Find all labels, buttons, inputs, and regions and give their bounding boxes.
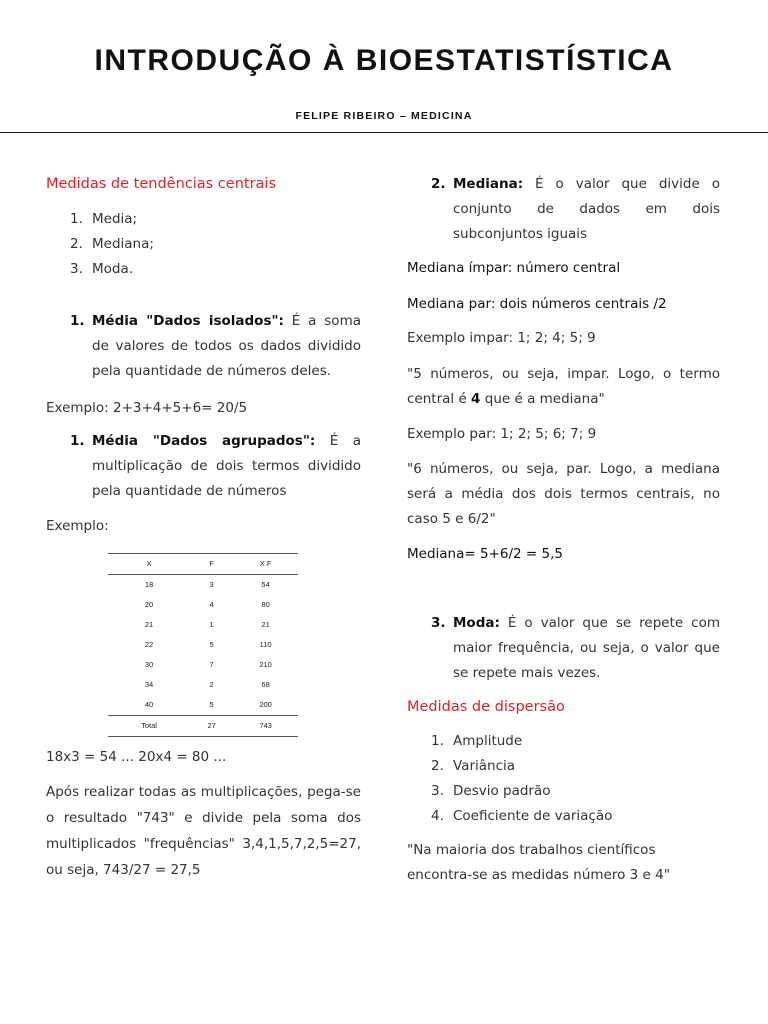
table-row: 18 3 54 bbox=[144, 580, 270, 589]
list-item: 1. Media; bbox=[70, 211, 138, 227]
section-title-central: Medidas de tendências centrais bbox=[46, 176, 277, 192]
page-title: INTRODUÇÃO À BIOESTATISTÍSTICA bbox=[94, 44, 674, 77]
list-item: 1. Amplitude bbox=[431, 733, 523, 749]
table-header: X bbox=[108, 554, 190, 575]
example-2: Exemplo: bbox=[46, 518, 109, 534]
table-row: 20 4 80 bbox=[144, 600, 270, 609]
central-measures-list bbox=[46, 207, 361, 282]
table-header: F bbox=[190, 554, 233, 575]
example-1: Exemplo: 2+3+4+5+6= 20/5 bbox=[46, 400, 248, 416]
final-quote: "Na maioria dos trabalhos científicos encontra-se as medidas número 3 e 4" bbox=[407, 842, 670, 883]
table-row: 30 7 210 bbox=[144, 660, 272, 669]
list-item: 2. Mediana; bbox=[70, 236, 154, 252]
list-item: 2. Variância bbox=[431, 758, 516, 774]
list-item: 3. Moda. bbox=[70, 261, 134, 277]
mediana-par-title: Mediana par: dois números centrais /2 bbox=[407, 296, 667, 312]
calc-line: 18x3 = 54 ... 20x4 = 80 ... bbox=[46, 749, 227, 765]
table-row: 40 5 200 bbox=[144, 700, 272, 709]
list-item: 3. Desvio padrão bbox=[431, 783, 551, 799]
example-impar: Exemplo impar: 1; 2; 4; 5; 9 bbox=[407, 330, 596, 346]
header-divider bbox=[0, 132, 768, 133]
right-column bbox=[407, 170, 720, 888]
author-subtitle: FELIPE RIBEIRO – MEDICINA bbox=[295, 110, 473, 122]
frequency-table bbox=[108, 553, 298, 737]
example-par: Exemplo par: 1; 2; 5; 6; 7; 9 bbox=[407, 426, 597, 442]
moda-item: 3. Moda: É o valor que se repete com maior frequência, ou seja, o valor que se repete mais vezes. bbox=[431, 615, 720, 681]
quote-impar: "5 números, ou seja, impar. Logo, o termo central é 4 que é a mediana" bbox=[407, 366, 720, 407]
media-isolados-item: 1. Média "Dados isolados": É a soma de valores de todos os dados dividido pela quantidade de números deles. bbox=[70, 313, 361, 379]
mediana-formula: Mediana= 5+6/2 = 5,5 bbox=[407, 546, 563, 562]
summary-paragraph: Após realizar todas as multiplicações, pega-se o resultado "743" e divide pela soma dos multiplicados "frequências" 3,4,1,5,7,2,5=27, ou seja, 743/27 = 27,5 bbox=[46, 784, 361, 878]
list-item: 4. Coeficiente de variação bbox=[431, 808, 613, 824]
dispersion-list bbox=[407, 729, 720, 829]
table-row: 21 1 21 bbox=[144, 620, 270, 629]
mediana-item: 2. Mediana: É o valor que divide o conjunto de dados em dois subconjuntos iguais bbox=[431, 176, 720, 242]
left-column bbox=[46, 170, 361, 883]
section-title-dispersao: Medidas de dispersão bbox=[407, 699, 565, 715]
table-header: X F bbox=[233, 554, 298, 575]
media-agrupados-item: 1. Média "Dados agrupados": É a multiplicação de dois termos dividido pela quantidade de números bbox=[70, 433, 362, 499]
table-row: 34 2 68 bbox=[144, 680, 270, 689]
mediana-impar-title: Mediana ímpar: número central bbox=[407, 260, 621, 276]
quote-par: "6 números, ou seja, par. Logo, a mediana será a média dos dois termos centrais, no caso 5 e 6/2" bbox=[407, 461, 720, 527]
table-total-row: Total 27 743 bbox=[108, 716, 298, 737]
table-row: 22 5 110 bbox=[144, 640, 272, 649]
